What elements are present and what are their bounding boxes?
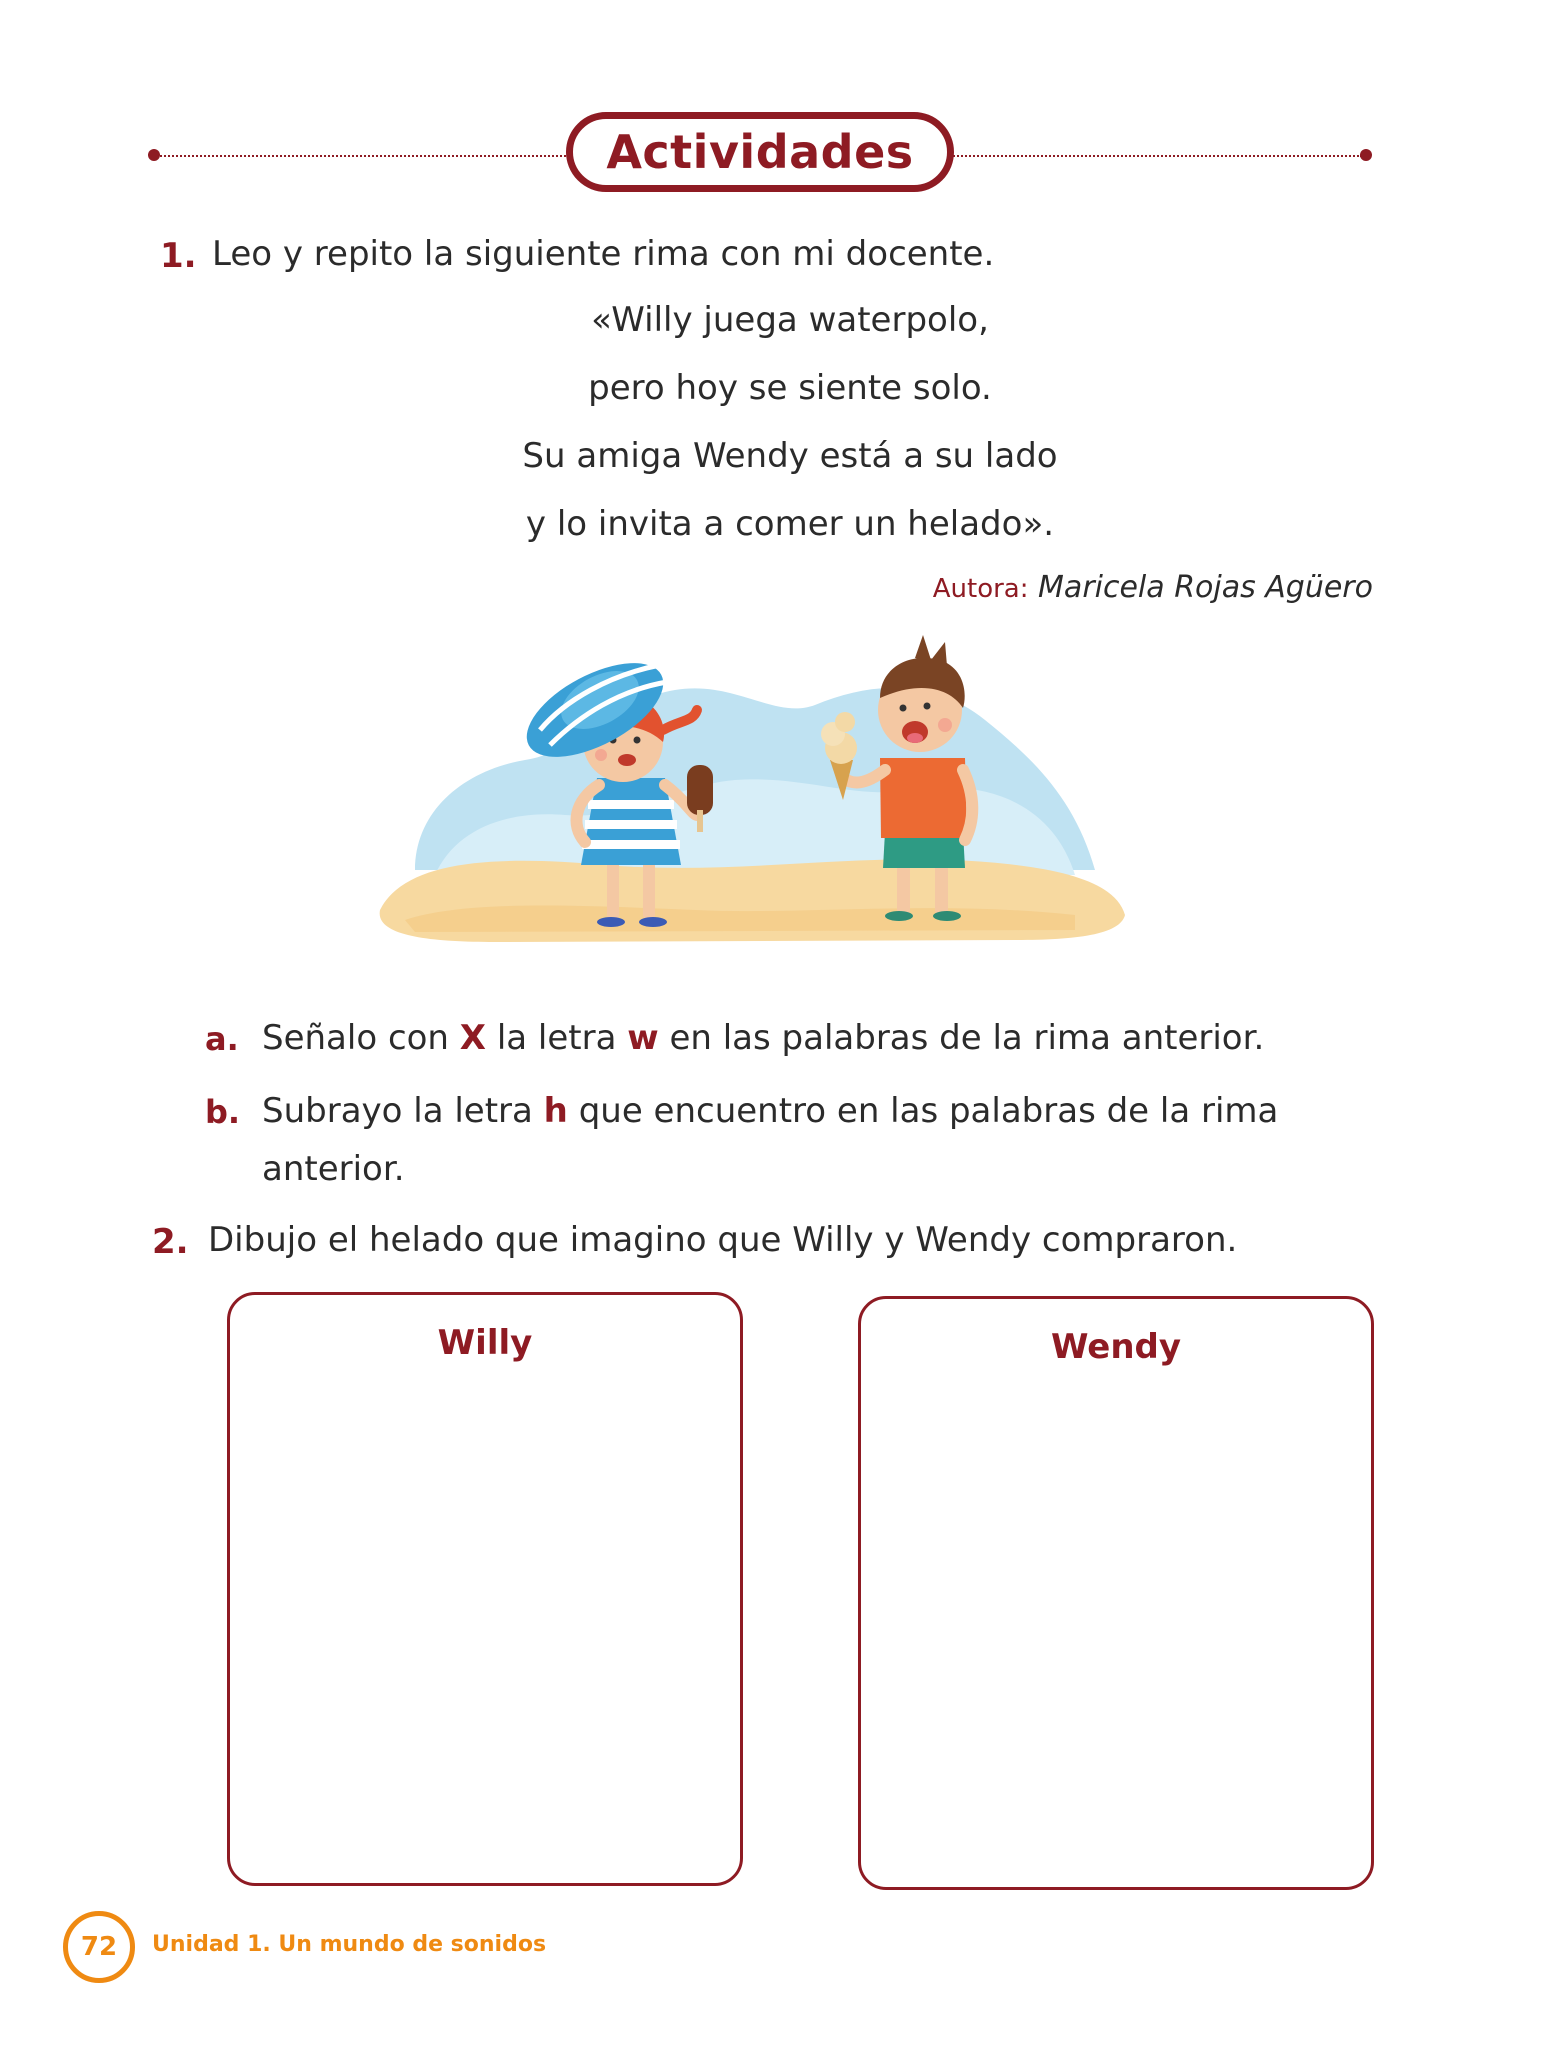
activity-1-number: 1.: [160, 236, 197, 276]
poem-line: Su amiga Wendy está a su lado: [522, 436, 1058, 476]
header-dot-right: [1360, 149, 1372, 161]
activity-2-instruction: Dibujo el helado que imagino que Willy y Wendy compraron.: [208, 1220, 1238, 1260]
section-title: Actividades: [606, 125, 914, 179]
sub-item-b-text-cont: anterior.: [262, 1149, 405, 1189]
unit-title: Unidad 1. Un mundo de sonidos: [152, 1932, 547, 1957]
activity-2-number: 2.: [152, 1222, 189, 1262]
sub-item-b-text: Subrayo la letra h que encuentro en las palabras de la rima: [262, 1091, 1279, 1131]
sub-item-a-letter: a.: [205, 1020, 239, 1058]
beach-illustration: [375, 610, 1135, 950]
header-line-right: [950, 155, 1362, 157]
poem-line: «Willy juega waterpolo,: [591, 300, 989, 340]
header-line-left: [160, 155, 570, 157]
drawing-box-willy-title: Willy: [437, 1323, 533, 1363]
author-name: Maricela Rojas Agüero: [1038, 570, 1373, 605]
poem-line: y lo invita a comer un helado».: [525, 504, 1055, 544]
poem-line: pero hoy se siente solo.: [588, 368, 992, 408]
activity-1-instruction: Leo y repito la siguiente rima con mi docente.: [212, 234, 995, 274]
sub-item-a-text: Señalo con X la letra w en las palabras de la rima anterior.: [262, 1018, 1265, 1058]
author-label: Autora:: [932, 574, 1029, 604]
header-dot-left: [148, 149, 160, 161]
drawing-box-wendy-title: Wendy: [1050, 1327, 1182, 1367]
author-credit: [933, 570, 1373, 605]
page-number: 72: [63, 1911, 135, 1983]
section-title-badge: [566, 112, 954, 192]
poem: [400, 286, 1180, 558]
drawing-box-wendy[interactable]: [858, 1296, 1374, 1890]
drawing-box-willy[interactable]: [227, 1292, 743, 1886]
sub-item-b-letter: b.: [205, 1093, 241, 1131]
